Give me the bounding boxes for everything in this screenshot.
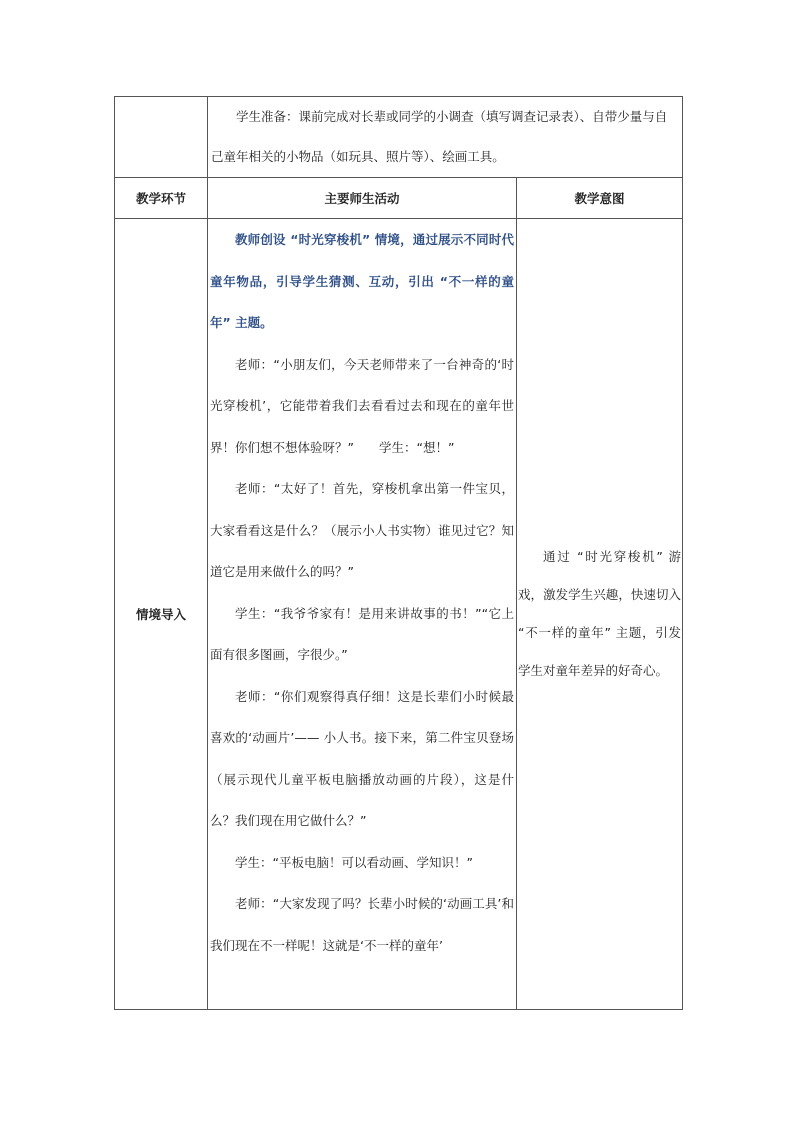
header-stage: 教学环节	[115, 178, 208, 219]
stage-label: 情境导入	[115, 219, 208, 1010]
dialog-line-4: 老师：“你们观察得真仔细！这是长辈们小时候最喜欢的‘动画片’—— 小人书。接下来，第二件宝贝登场（展示现代儿童平板电脑播放动画的片段），这是什么？我们现在用它做什么？”	[210, 688, 514, 828]
header-intent: 教学意图	[517, 178, 683, 219]
intent-text: 通过 “时光穿梭机” 游戏，激发学生兴趣，快速切入 “不一样的童年” 主题，引发学生对童年差异的好奇心。	[518, 549, 682, 678]
dialog-line-2: 老师：“太好了！首先，穿梭机拿出第一件宝贝，大家看看这是什么？（展示小人书实物）谁见过它？知道它是用来做什么的吗？”	[210, 481, 514, 579]
lesson-plan-table	[114, 96, 683, 1010]
prep-cell	[208, 97, 683, 178]
dialog-line-5: 学生：“平板电脑！可以看动画、学知识！”	[235, 854, 473, 870]
activity-intro: 教师创设 “时光穿梭机” 情境，通过展示不同时代童年物品，引导学生猜测、互动，引出 “不一样的童年” 主题。	[210, 232, 514, 330]
intent-cell	[517, 219, 683, 1010]
intro-row	[115, 219, 683, 1010]
prep-empty-cell	[115, 97, 208, 178]
activities-content	[208, 219, 516, 1009]
prep-row	[115, 97, 683, 178]
dialog-line-3: 学生：“我爷爷家有！是用来讲故事的书！”“它上面有很多图画，字很少。”	[210, 605, 514, 662]
header-activities: 主要师生活动	[208, 178, 517, 219]
dialog-line-1: 老师：“小朋友们，今天老师带来了一台神奇的‘时光穿梭机’，它能带着我们去看看过去和现在的童年世界！你们想不想体验呀？” 学生：“想！”	[210, 356, 514, 455]
header-row	[115, 178, 683, 219]
activities-cell	[208, 219, 517, 1010]
dialog-line-6: 老师：“大家发现了吗？长辈小时候的‘动画工具’和我们现在不一样呢！这就是‘不一样的童年’	[210, 896, 514, 953]
prep-text: 学生准备：课前完成对长辈或同学的小调查（填写调查记录表）、自带少量与自己童年相关的小物品（如玩具、照片等）、绘画工具。	[211, 109, 668, 164]
